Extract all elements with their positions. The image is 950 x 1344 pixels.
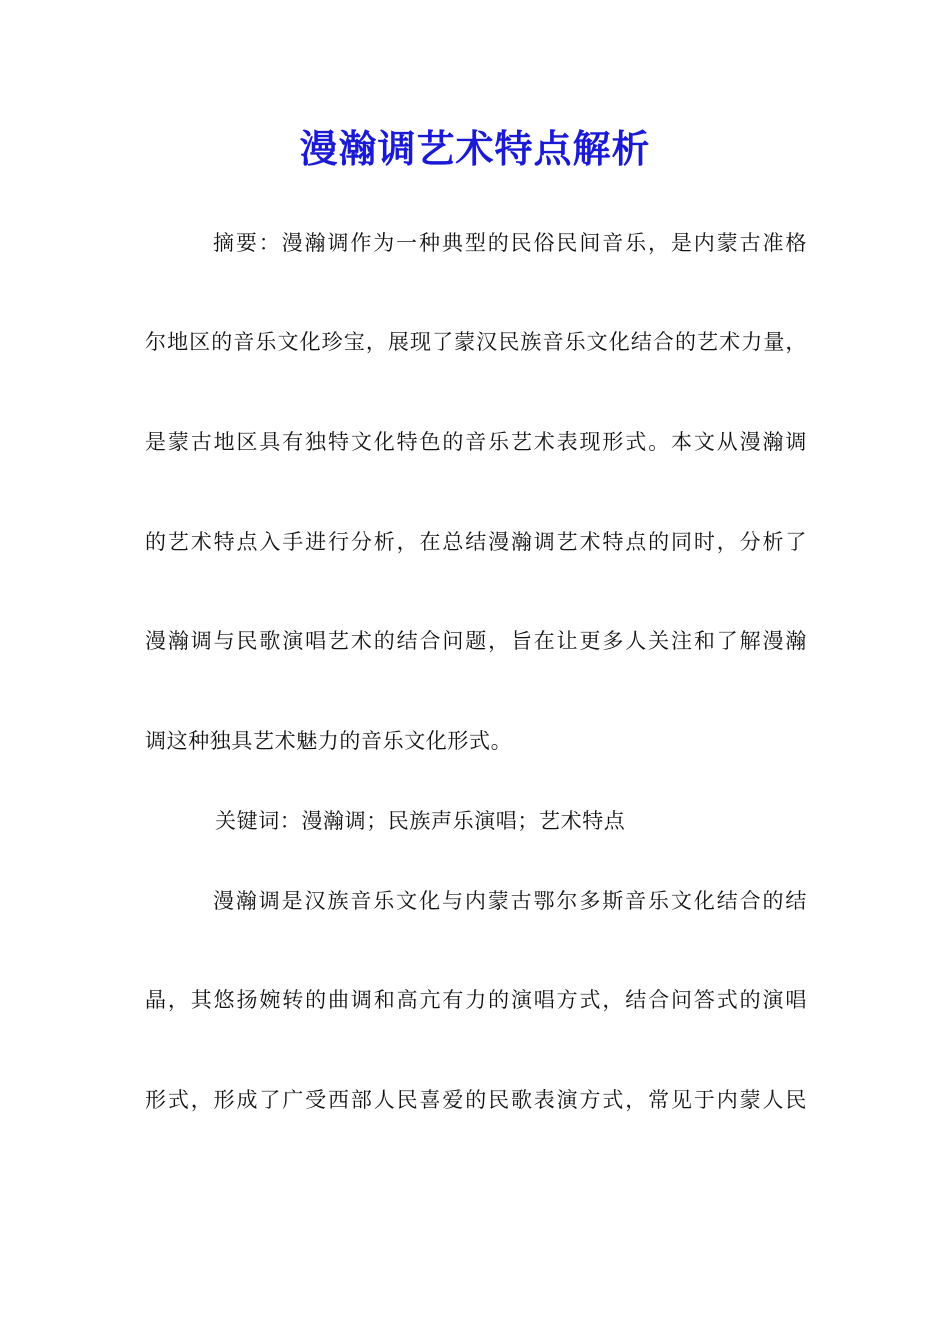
keywords-line: 关键词：漫瀚调；民族声乐演唱；艺术特点 [215,809,626,833]
abstract-line: 摘要：漫瀚调作为一种典型的民俗民间音乐，是内蒙古准格 [213,231,807,255]
abstract-line: 是蒙古地区具有独特文化特色的音乐艺术表现形式。本文从漫瀚调 [145,430,807,454]
document-title: 漫瀚调艺术特点解析 [299,126,651,171]
abstract-line: 尔地区的音乐文化珍宝，展现了蒙汉民族音乐文化结合的艺术力量， [145,330,807,354]
abstract-line: 的艺术特点入手进行分析，在总结漫瀚调艺术特点的同时，分析了 [145,530,807,554]
abstract-line: 漫瀚调与民歌演唱艺术的结合问题，旨在让更多人关注和了解漫瀚 [145,629,807,653]
body-line: 漫瀚调是汉族音乐文化与内蒙古鄂尔多斯音乐文化结合的结 [213,889,807,913]
body-line: 形式，形成了广受西部人民喜爱的民歌表演方式，常见于内蒙人民 [145,1088,807,1112]
body-line: 晶，其悠扬婉转的曲调和高亢有力的演唱方式，结合问答式的演唱 [145,988,807,1012]
abstract-line: 调这种独具艺术魅力的音乐文化形式。 [145,729,513,753]
